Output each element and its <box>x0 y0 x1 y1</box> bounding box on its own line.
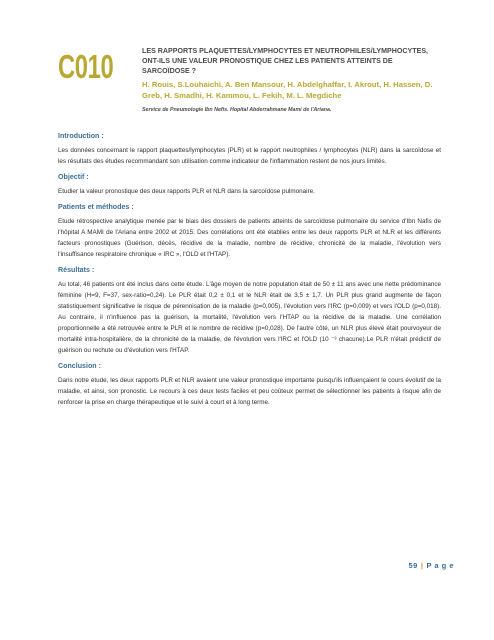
conclusion-text: Dans notre étude, les deux rapports PLR et NLR avaient une valeur pronostique importante puisqu'ils influençaient le cours évolutif de la maladie, et ainsi, son pronostic. Le recours à ces deux tests faciles et peu coûteux permet de sélectionner les patients à risque afin de renforcer la prise en charge thérapeutique et le suivi à court et à long terme. <box>58 377 441 406</box>
objectif-text: Etudier la valeur pronostique des deux rapports PLR et NLR dans la sarcoïdose pulmonaire. <box>58 188 315 195</box>
author-list: H. Rouis, S.Louhaichi, A. Ben Mansour, H. Abdelghaffar, I. Akrout, H. Hassen, D. Greb, H. Smadhi, H. Kammou, L. Fekih, M. L. Megdiche <box>142 80 433 100</box>
abstract-code: C010 <box>58 48 114 85</box>
resultats-text: Au total, 46 patients ont été inclus dans cette étude. L'âge moyen de notre population était de 50 ± 11 ans avec une nette prédominance féminine (H=9, F=37, sex-ratio=0,24). Le PLR était 0,2 ± 0,1 et le NLR était de 3,5 ± 1,7. Un PLR plus grand augmente de façon statistiquement significative le risque de pérennisation de la maladie (p=0,005), l'évolution vers l'IRC (p=0,009) et vers l'OLD (p=0,018). Au contraire, il n'influence pas la guérison, la mortalité, l'évolution vers l'HTAP ou la récidive de la maladie. Une corrélation proportionnelle a été retrouvée entre le PLR et le nombre de récidive (p=0,028). De l'autre côté, un NLR plus élevé était pourvoyeur de mortalité intra-hospitalière, de la chronicité de la maladie, de l'évolution vers l'IRC et l'OLD (10 ⁻³ chacune).Le PLR n'était prédictif de guérison ou rechute ou d'évolution vers l'HTAP. <box>58 281 441 354</box>
conclusion-heading: Conclusion : <box>58 362 101 370</box>
page-number: 59 <box>408 561 418 570</box>
methodes-heading: Patients et méthodes : <box>58 203 134 211</box>
objectif-heading: Objectif : <box>58 173 89 181</box>
introduction-heading: Introduction : <box>58 132 104 140</box>
page-footer <box>409 561 455 570</box>
title-block <box>142 46 440 114</box>
abstract-title: LES RAPPORTS PLAQUETTES/LYMPHOCYTES ET NEUTROPHILES/LYMPHOCYTES, ONT-ILS UNE VALEUR PRONOSTIQUE CHEZ LES PATIENTS ATTEINTS DE SARCOÏDOSE ? <box>142 47 429 75</box>
page-label: P a g e <box>426 561 454 570</box>
footer-separator: | <box>420 561 424 570</box>
resultats-heading: Résultats : <box>58 266 95 274</box>
methodes-text: Etude rétrospective analytique menée par le biais des dossiers de patients atteints de sarcoïdose pulmonaire du service d'Ibn Nafis de l'hôpital A MAMI de l'Ariana entre 2002 et 2015. Des corrélations ont été établies entre les deux rapports PLR et NLR et les différents facteurs pronostiques (Guérison, décès, récidive de la maladie, nombre de récidive, chronicité de la maladie, l'évolution vers l'insuffisance respiratoire chronique « IRC », l'OLD et l'HTAP). <box>58 218 441 258</box>
introduction-text: Les données concernant le rapport plaquettes/lymphocytes (PLR) et le rapport neutrophiles / lymphocytes (NLR) dans la sarcoïdose et les résultats des études recommandant son utilisation comme indicateur de l'inflammation restent de nos jours limités. <box>58 147 441 165</box>
affiliation: Service de Pneumologie Ibn Nefis. Hopital Abderrahmane Mami de l'Ariana. <box>142 107 332 113</box>
abstract-header <box>58 46 440 118</box>
abstract-body <box>58 131 441 408</box>
